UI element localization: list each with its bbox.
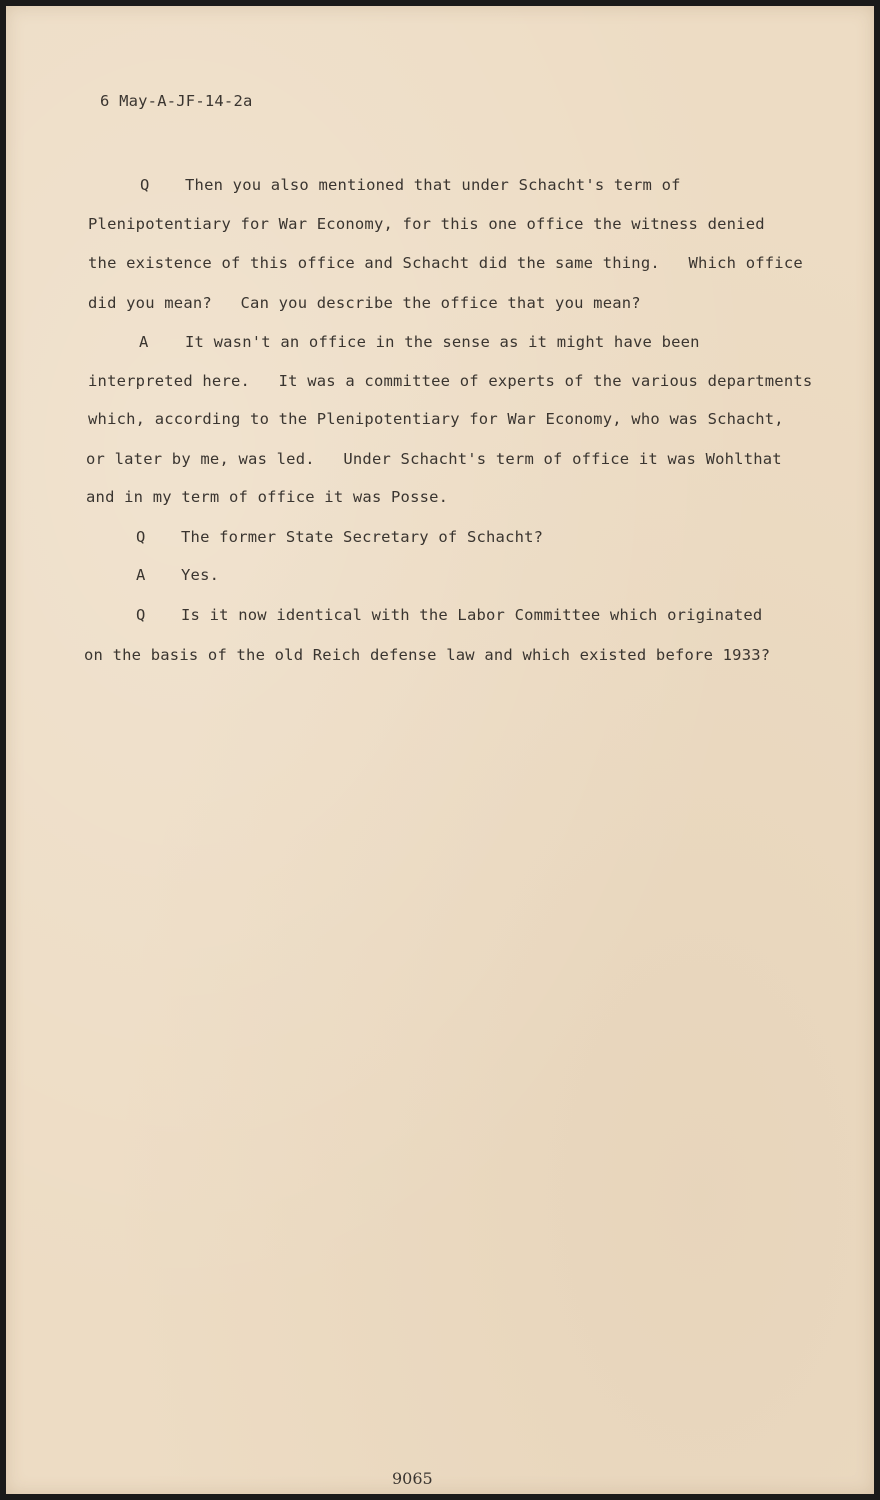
speaker-q-marker: Q bbox=[140, 176, 150, 194]
speaker-a-marker: A bbox=[136, 566, 146, 584]
document-page bbox=[6, 6, 874, 1494]
transcript-line: which, according to the Plenipotentiary for War Economy, who was Schacht, bbox=[88, 410, 784, 428]
transcript-line: Yes. bbox=[181, 566, 220, 584]
transcript-line: interpreted here. It was a committee of experts of the various departments bbox=[88, 372, 813, 390]
speaker-q-marker: Q bbox=[136, 606, 146, 624]
transcript-line: Is it now identical with the Labor Committee which originated bbox=[181, 606, 763, 624]
transcript-line: Then you also mentioned that under Schacht's term of bbox=[185, 176, 681, 194]
transcript-line: on the basis of the old Reich defense law and which existed before 1933? bbox=[84, 646, 771, 664]
transcript-line: or later by me, was led. Under Schacht's term of office it was Wohlthat bbox=[86, 450, 782, 468]
transcript-line: did you mean? Can you describe the office that you mean? bbox=[88, 294, 641, 312]
transcript-line: and in my term of office it was Posse. bbox=[86, 488, 449, 506]
transcript-line: It wasn't an office in the sense as it might have been bbox=[185, 333, 700, 351]
page-identifier: 6 May-A-JF-14-2a bbox=[100, 92, 253, 110]
transcript-line: Plenipotentiary for War Economy, for this one office the witness denied bbox=[88, 215, 765, 233]
page-number: 9065 bbox=[392, 1469, 433, 1488]
transcript-line: The former State Secretary of Schacht? bbox=[181, 528, 544, 546]
transcript-line: the existence of this office and Schacht did the same thing. Which office bbox=[88, 254, 803, 272]
speaker-q-marker: Q bbox=[136, 528, 146, 546]
speaker-a-marker: A bbox=[139, 333, 149, 351]
